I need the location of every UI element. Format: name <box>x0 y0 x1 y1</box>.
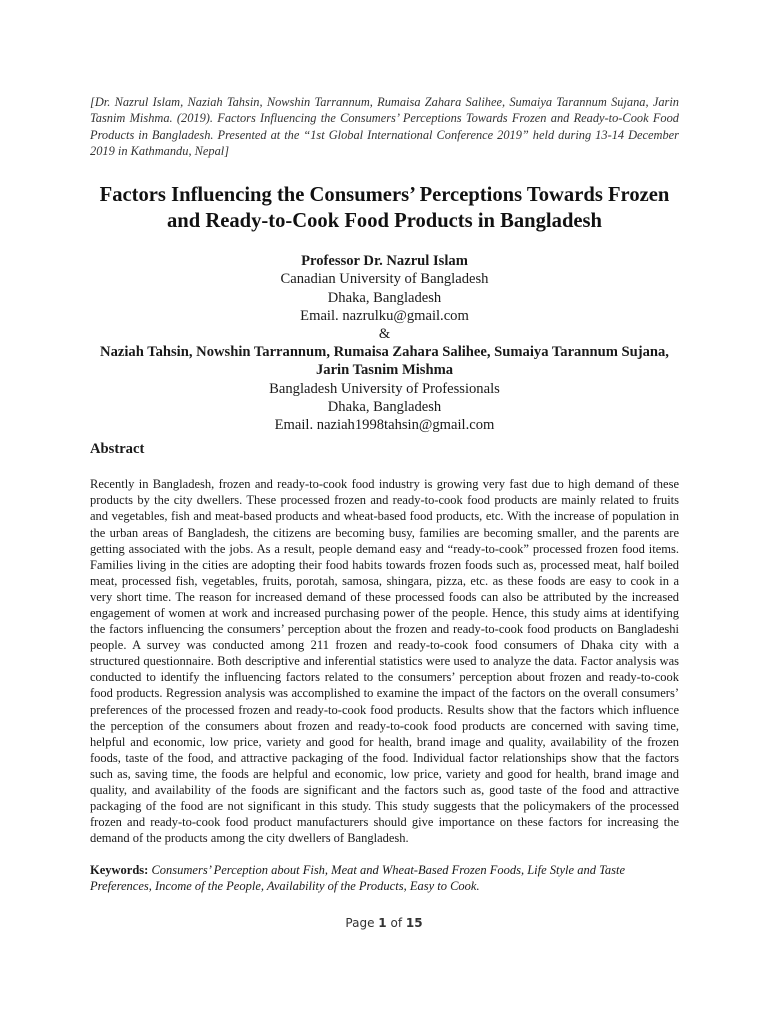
author-block <box>90 252 679 434</box>
coauthor-affiliation: Bangladesh University of Professionals <box>269 380 500 397</box>
paper-title: Factors Influencing the Consumers’ Perceptions Towards Frozen and Ready-to-Cook Food Products in Bangladesh <box>99 184 670 232</box>
page-current: 1 <box>378 916 387 930</box>
abstract-heading: Abstract <box>90 441 145 458</box>
keywords-text: Consumers’ Perception about Fish, Meat and Wheat-Based Frozen Foods, Life Style and Taste Preferences, Income of the People, Availability of the Products, Easy to Cook. <box>90 863 626 894</box>
author-affiliation: Canadian University of Bangladesh <box>280 271 489 288</box>
author-name: Professor Dr. Nazrul Islam <box>301 253 468 270</box>
coauthor-location: Dhaka, Bangladesh <box>327 398 442 415</box>
page-of: of <box>390 916 403 930</box>
abstract-body: Recently in Bangladesh, frozen and ready-to-cook food industry is growing very fast due to high demand of these products by the city dwellers. These processed frozen and ready-to-cook food products are mainly related to fruits and vegetables, fish and meat-based products and wheat-based food products, etc. With the increase of population in the urban areas of Bangladesh, the citizens are becoming busy, families are becoming smaller, and the parents are getting associated with the jobs. As a result, people demand easy and “ready-to-cook” processed frozen food items. Families living in the cities are adopting their food habits towards frozen foods such as, processed meat, half boiled meat, processed fish, vegetables, fruits, porotah, samosa, shingara, pizza, etc. as these foods are easy to cook in a very short time. The reason for increased demand of these processed foods can also be attributed by the increased engagement of women at work and increased purchasing power of the people. Hence, this study aims at identifying the factors influencing the consumers’ perception about the frozen and ready-to-cook food products on Bangladeshi people. A survey was conducted among 211 frozen and ready-to-cook food consumers of Dhaka city with a structured questionnaire. Both descriptive and inferential statistics were used to analyze the data. Factor analysis was conducted to identify the influencing factors related to the consumers’ perception about frozen and ready-to-cook food products. Regression analysis was accomplished to examine the impact of the factors on the overall consumers’ preferences of the processed frozen and ready-to-cook food products. Results show that the factors which influence the perception of the consumers about frozen and ready-to-cook food products are concerned with saving time, helpful and economic, low price, variety and good for health, brand image and quality, availability of the frozen foods, taste of the food, and attractive packaging of the food. Individual factor relationships show that the factors such as, saving time, the foods are helpful and economic, low price, variety and good for health, brand image and quality, and availability of the foods are significant and the factors such as, good taste of the food and attractive packaging of the food are not significant in this study. This study suggests that the policymakers of the processed frozen and ready-to-cook food product manufacturers should give importance on these factors for increasing the demand of the products among the city dwellers of Bangladesh. <box>90 477 679 846</box>
author-separator: & <box>378 326 391 342</box>
citation-note: [Dr. Nazrul Islam, Naziah Tahsin, Nowshin Tarrannum, Rumaisa Zahara Salihee, Sumaiya Tarannum Sujana, Jarin Tasnim Mishma. (2019). Factors Influencing the Consumers’ Perceptions Towards Frozen and Ready-to-Cook Food Products in Bangladesh. Presented at the “1st Global International Conference 2019” held during 13-14 December 2019 in Kathmandu, Nepal] <box>90 95 679 158</box>
author-location: Dhaka, Bangladesh <box>327 289 442 306</box>
page-total: 15 <box>405 916 423 930</box>
keywords <box>90 862 679 894</box>
keywords-label: Keywords: <box>90 863 149 878</box>
author-email: Email. nazrulku@gmail.com <box>300 307 469 324</box>
coauthor-names: Naziah Tahsin, Nowshin Tarrannum, Rumaisa Zahara Salihee, Sumaiya Tarannum Sujana, Jarin Tasnim Mishma <box>100 344 669 379</box>
coauthor-email: Email. naziah1998tahsin@gmail.com <box>274 417 495 434</box>
page-footer <box>0 916 768 930</box>
page-prefix: Page <box>345 916 375 930</box>
